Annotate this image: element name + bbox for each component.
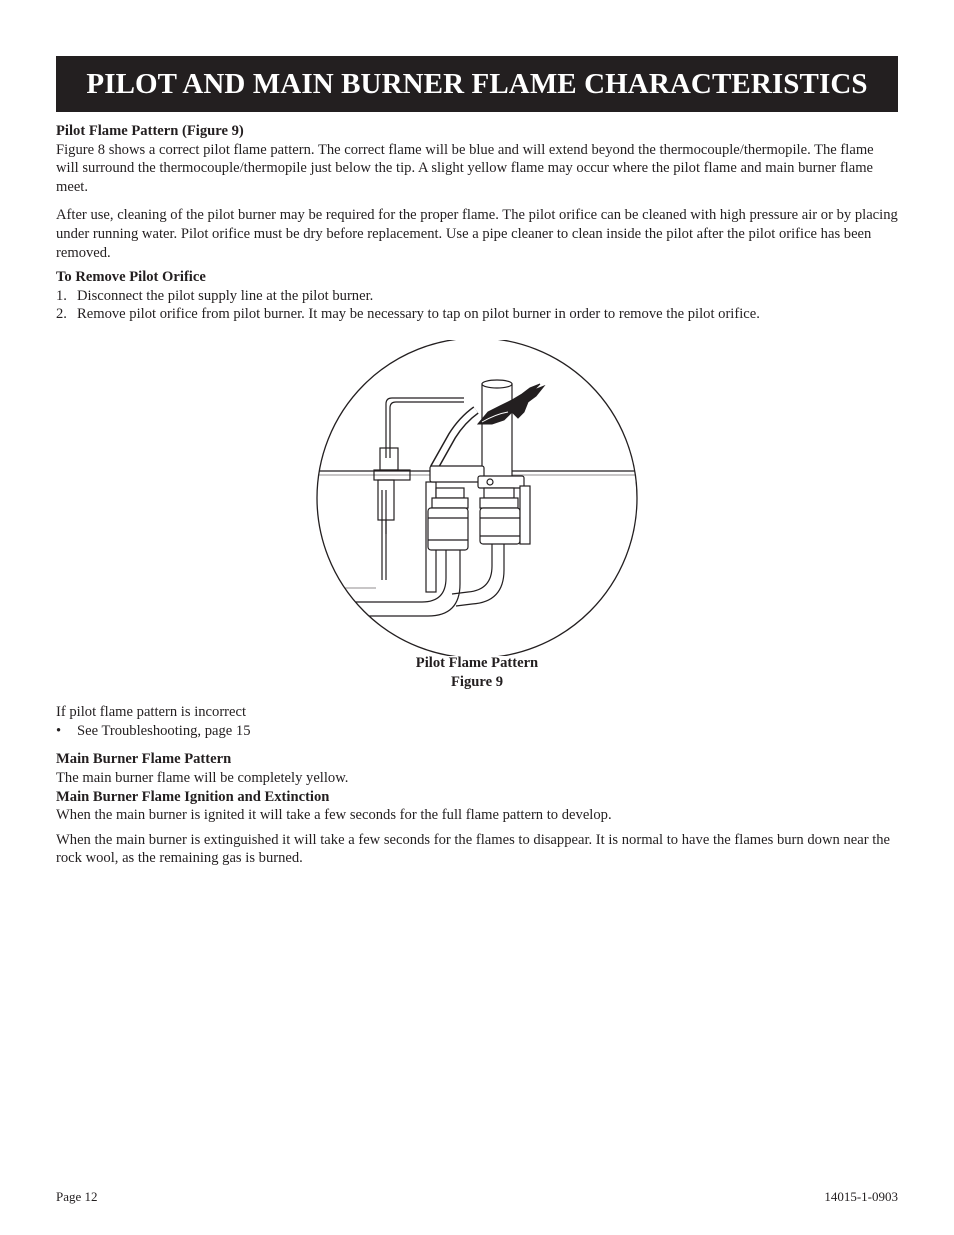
list-item [56,287,898,306]
list-item [56,305,898,324]
ignition-extinction-heading: Main Burner Flame Ignition and Extinction [56,788,330,805]
ignition-text: When the main burner is ignited it will take a few seconds for the full flame pattern to develop. [56,807,612,824]
page-number: Page 12 [56,1189,98,1204]
cleaning-paragraph: After use, cleaning of the pilot burner may be required for the proper flame. The pilot orifice can be cleaned with high pressure air or by placing under running water. Pilot orifice must be dry before replacement. Use a pipe cleaner to clean inside the pilot after the pilot orifice has been removed. [56,207,898,261]
incorrect-pattern-text: If pilot flame pattern is incorrect [56,704,247,721]
pilot-flame-paragraph: Figure 8 shows a correct pilot flame pattern. The correct flame will be blue and will extend beyond the thermocouple/thermopile. The flame will surround the thermocouple/thermopile just below the tip. A slight yellow flame may occur where the pilot flame and main burner flame meet. [56,141,874,195]
list-number: 2. [56,306,67,323]
remove-orifice-heading: To Remove Pilot Orifice [56,269,206,286]
list-text: See Troubleshooting, page 15 [77,722,251,739]
list-item [56,722,898,741]
list-number: 1. [56,287,67,304]
list-text: Remove pilot orifice from pilot burner. It may be necessary to tap on pilot burner in order to remove the pilot orifice. [77,306,760,323]
page-title: PILOT AND MAIN BURNER FLAME CHARACTERISTICS [86,67,868,100]
figure-caption-number: Figure 9 [450,673,504,690]
page-content [56,122,898,868]
extinction-text: When the main burner is extinguished it will take a few seconds for the flames to disappear. It is normal to have the flames burn down near the rock wool, as the remaining gas is burned. [56,831,891,867]
pilot-flame-figure [56,336,898,654]
bullet-symbol: • [56,722,62,739]
page-title-banner [56,56,898,112]
figure-caption-title: Pilot Flame Pattern [415,654,539,671]
list-text: Disconnect the pilot supply line at the pilot burner. [77,287,374,304]
main-burner-text: The main burner flame will be completely yellow. [56,769,349,786]
pilot-burner-illustration [316,340,638,656]
pilot-flame-heading: Pilot Flame Pattern (Figure 9) [56,123,244,139]
main-burner-heading: Main Burner Flame Pattern [56,751,232,768]
document-number: 14015-1-0903 [824,1189,898,1204]
